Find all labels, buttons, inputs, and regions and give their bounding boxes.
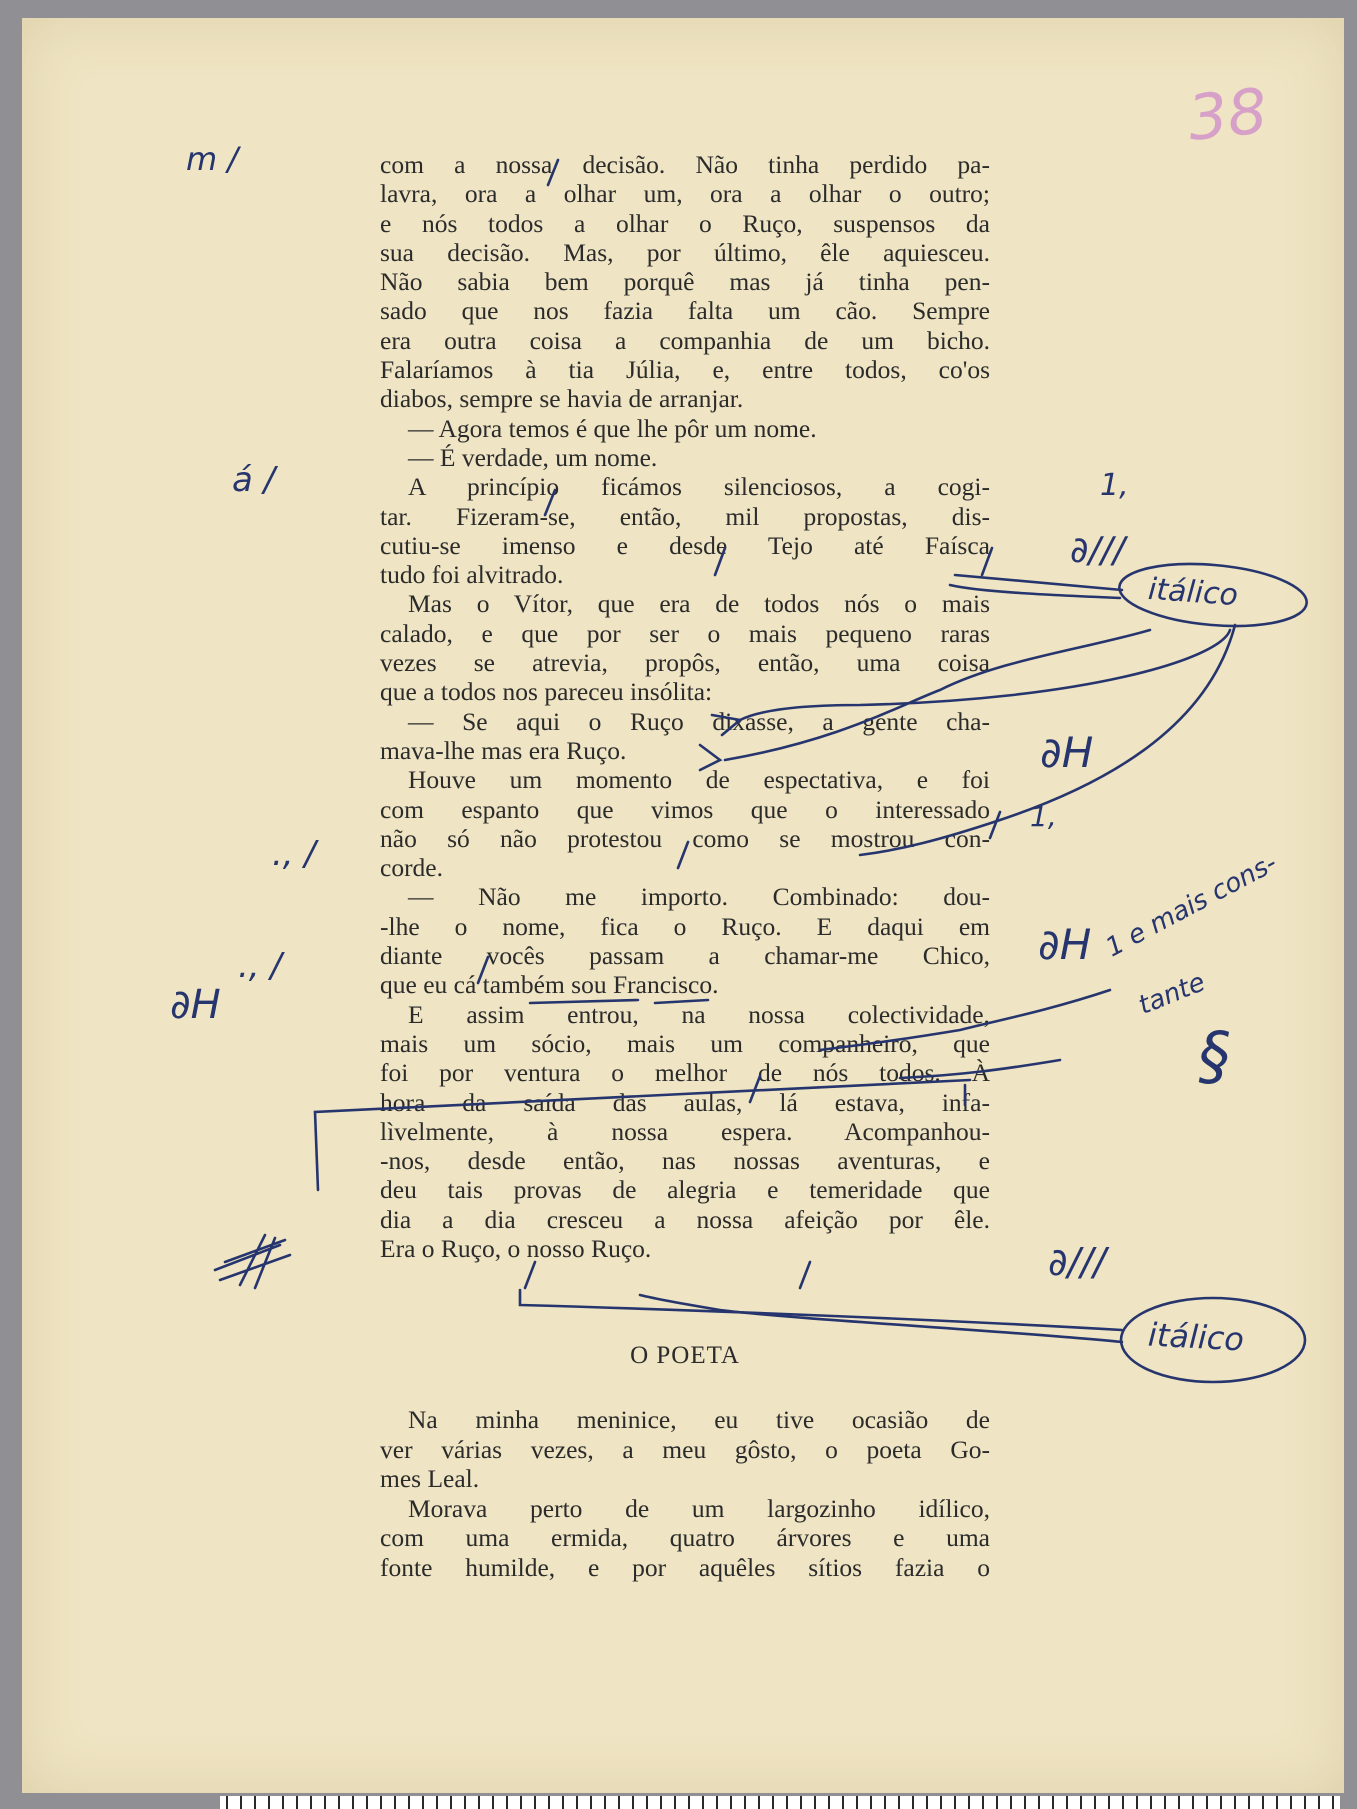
margin-note: 1, [1030,800,1057,833]
text-line: Houve um momento de espectativa, e foi [408,765,990,795]
text-line: mais um sócio, mais um companheiro, que [380,1028,990,1058]
margin-note: ∂/// [1070,530,1126,571]
text-line: corde. [380,853,444,883]
text-line: e nós todos a olhar o Ruço, suspensos da [380,208,990,238]
margin-note: § [1198,1020,1230,1094]
margin-note: ∂H [1040,728,1094,777]
text-line: mes Leal. [380,1464,480,1493]
text-line: -nos, desde então, nas nossas aventuras, e [380,1146,990,1176]
text-line: -lhe o nome, fica o Ruço. E daqui em [380,911,990,941]
text-line: mava-lhe mas era Ruço. [380,735,627,765]
text-line: lavra, ora a olhar um, ora a olhar o outro; [380,179,990,209]
margin-note: ∂H [170,982,221,1028]
text-line: com espanto que vimos que o interessado [380,794,990,824]
margin-note-italic: itálico [1147,1315,1245,1359]
text-line: tar. Fizeram-se, então, mil propostas, dis- [380,501,990,531]
text-line: deu tais provas de alegria e temeridade que [380,1175,990,1205]
text-line: Falaríamos à tia Júlia, e, entre todos, co'os [380,355,990,385]
text-line: Não sabia bem porquê mas já tinha pen- [380,267,990,297]
margin-note: ., / [272,834,316,874]
body-text [380,150,990,1263]
text-line: era outra coisa a companhia de um bicho. [380,325,990,355]
text-line: foi por ventura o melhor de nós todos. À [380,1058,990,1088]
text-line: A princípio ficámos silenciosos, a cogi- [408,472,990,502]
text-line: calado, e que por ser o mais pequeno raras [380,618,990,648]
text-line: hora da saída das aulas, lá estava, infa- [380,1087,990,1117]
scale-ruler [220,1796,1340,1809]
margin-note-italic: itálico [1146,571,1240,614]
text-line: sua decisão. Mas, por último, êle aquiesceu. [380,237,990,267]
margin-note: 1 e mais cons- [1100,848,1282,964]
dialogue-line: — É verdade, um nome. [408,442,658,472]
text-line: sado que nos fazia falta um cão. Sempre [380,296,990,326]
text-line: Na minha meninice, eu tive ocasião de [408,1405,990,1434]
text-line: Era o Ruço, o nosso Ruço. [380,1233,652,1263]
margin-note: tante [1134,967,1210,1021]
dialogue-line: — Se aqui o Ruço dixasse, a gente cha- [408,706,990,736]
margin-note: ., / [238,946,282,986]
text-line: fonte humilde, e por aquêles sítios fazia o [380,1552,990,1582]
section-title: O POETA [630,1342,740,1369]
text-line: que a todos nos pareceu insólita: [380,677,713,707]
text-line: Morava perto de um largozinho idílico, [408,1493,990,1523]
text-line: tudo foi alvitrado. [380,560,564,590]
text-line: cutiu-se imenso e desde Tejo até Faísca [380,530,990,560]
text-line: lìvelmente, à nossa espera. Acompanhou- [380,1116,990,1146]
margin-note: 1, [1100,468,1129,503]
text-line: E assim entrou, na nossa colectividade, [408,999,990,1029]
page-number: 38 [1184,74,1271,155]
section-text [380,1405,990,1582]
text-line: vezes se atrevia, propôs, então, uma coisa [380,648,990,678]
margin-note: ∂H [1038,920,1092,969]
text-line: ver várias vezes, a meu gôsto, o poeta Go- [380,1434,990,1464]
text-line: com uma ermida, quatro árvores e uma [380,1523,990,1552]
dialogue-line: — Agora temos é que lhe pôr um nome. [408,413,817,443]
text-line: não só não protestou como se mostrou con- [380,823,990,853]
text-line: diante vocês passam a chamar-me Chico, [380,941,990,971]
margin-note: m / [186,140,239,178]
margin-note: ∂/// [1048,1240,1107,1284]
text-line: Mas o Vítor, que era de todos nós o mais [408,589,990,619]
text-line: diabos, sempre se havia de arranjar. [380,384,744,414]
text-line: dia a dia cresceu a nossa afeição por êle. [380,1204,990,1234]
text-line: com a nossa decisão. Não tinha perdido pa- [380,150,990,179]
dialogue-line: — Não me importo. Combinado: dou- [408,882,990,912]
text-line: que eu cá também sou Francisco. [380,970,719,1000]
margin-note: á / [232,460,276,500]
